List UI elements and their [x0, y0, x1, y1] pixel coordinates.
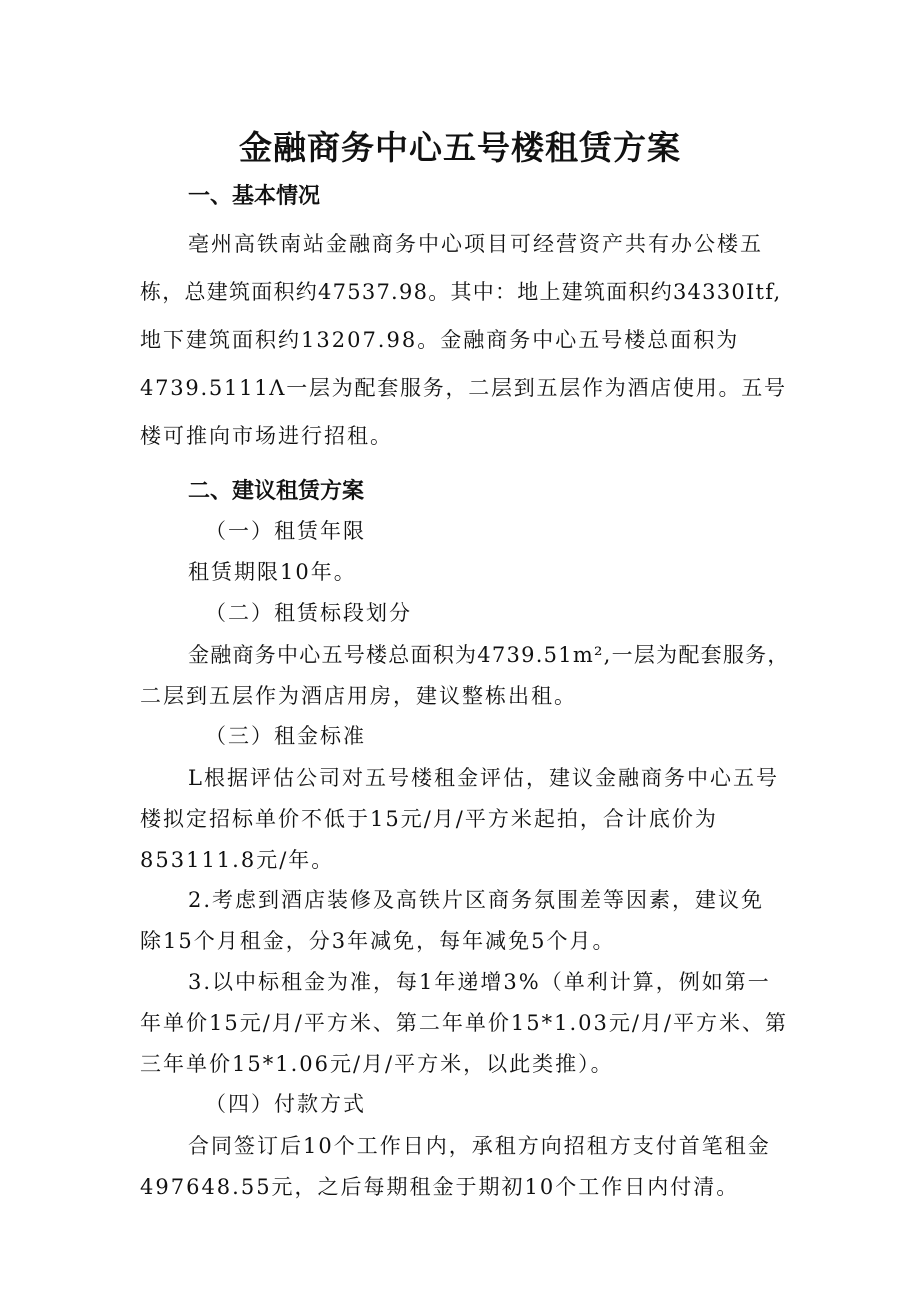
subsection-heading-lots: （二）租赁标段划分	[205, 601, 412, 625]
paragraph-line: 3.以中标租金为准，每1年递增3%（单利计算，例如第一	[188, 970, 771, 994]
paragraph-line: 租赁期限10年。	[188, 560, 357, 584]
paragraph-line: 地下建筑面积约13207.98。金融商务中心五号楼总面积为	[140, 328, 740, 352]
paragraph-line: 853111.8元/年。	[140, 848, 335, 872]
paragraph-line: 除15个月租金，分3年减免，每年减免5个月。	[140, 929, 616, 953]
paragraph-line: 2.考虑到酒店装修及高铁片区商务氛围差等因素，建议免	[188, 888, 765, 912]
subsection-heading-term: （一）租赁年限	[205, 519, 366, 543]
paragraph-line: 楼可推向市场进行招租。	[140, 424, 393, 448]
paragraph-line: 二层到五层作为酒店用房，建议整栋出租。	[140, 684, 577, 708]
paragraph-line: 年单价15元/月/平方米、第二年单价15*1.03元/月/平方米、第	[140, 1011, 788, 1035]
section-heading-lease-plan: 二、建议租赁方案	[188, 479, 365, 504]
paragraph-line: 金融商务中心五号楼总面积为4739.51m²,一层为配套服务，	[188, 643, 790, 667]
paragraph-line: 楼拟定招标单价不低于15元/月/平方米起拍，合计底价为	[140, 807, 718, 831]
paragraph-line: 栋，总建筑面积约47537.98。其中：地上建筑面积约34330Itf,	[140, 280, 782, 304]
paragraph-line: 亳州高铁南站金融商务中心项目可经营资产共有办公楼五	[188, 232, 763, 256]
document-title: 金融商务中心五号楼租赁方案	[239, 128, 681, 167]
subsection-heading-rent: （三）租金标准	[205, 724, 366, 748]
paragraph-line: 三年单价15*1.06元/月/平方米，以此类推）。	[140, 1052, 614, 1076]
paragraph-line: 4739.5111Λ一层为配套服务，二层到五层作为酒店使用。五号	[140, 376, 787, 400]
subsection-heading-payment: （四）付款方式	[205, 1092, 366, 1116]
paragraph-line: L根据评估公司对五号楼租金评估，建议金融商务中心五号	[188, 766, 779, 790]
paragraph-line: 合同签订后10个工作日内，承租方向招租方支付首笔租金	[188, 1134, 771, 1158]
paragraph-line: 497648.55元，之后每期租金于期初10个工作日内付清。	[140, 1175, 740, 1199]
section-heading-basic-info: 一、基本情况	[188, 184, 321, 209]
